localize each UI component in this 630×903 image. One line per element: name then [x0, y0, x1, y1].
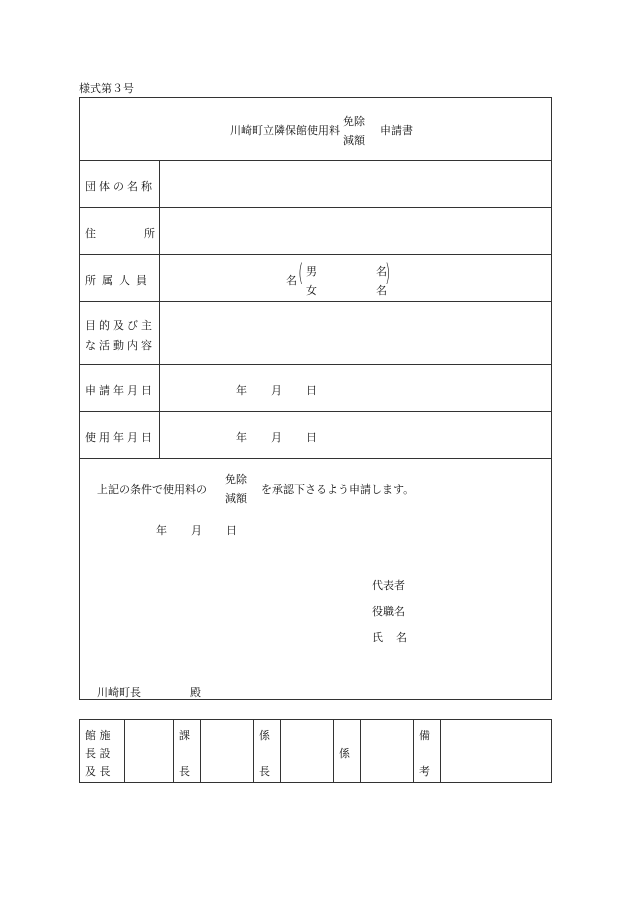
stamp-director[interactable]: [125, 721, 172, 781]
stamp-staff[interactable]: [361, 721, 412, 781]
form-title-option-exempt: 免除: [343, 115, 365, 128]
application-form: [79, 97, 552, 700]
honorific: 殿: [190, 686, 201, 699]
field-members-total[interactable]: [160, 255, 280, 300]
form-title-suffix: 申請書: [380, 124, 413, 137]
label-position: 役職名: [372, 605, 405, 618]
stamp-section-chief[interactable]: [201, 721, 252, 781]
column-divider: [333, 720, 334, 782]
label-apply-date: 申請年月日: [85, 384, 155, 397]
stamp-unit-chief[interactable]: [281, 721, 332, 781]
statement-date-day: 日: [226, 524, 237, 537]
col-director-line1: 館 施: [85, 729, 111, 742]
col-section-chief-bottom: 長: [179, 765, 190, 778]
apply-date-year: 年: [236, 384, 247, 397]
label-purpose-line1: 目的及び主: [85, 319, 155, 332]
label-use-date: 使用年月日: [85, 431, 155, 444]
col-director-line3: 及 長: [85, 765, 111, 778]
col-remarks-bottom: 考: [419, 765, 430, 778]
col-staff: 係: [339, 747, 350, 760]
members-female: 女: [306, 284, 317, 297]
field-apply-date[interactable]: [160, 365, 552, 410]
col-remarks-top: 備: [419, 729, 430, 742]
members-open-paren: (: [298, 259, 304, 287]
col-unit-chief-top: 係: [259, 729, 270, 742]
members-female-unit: 名: [376, 284, 387, 297]
label-representative: 代表者: [372, 579, 405, 592]
addressee: 川崎町長: [97, 686, 141, 699]
label-name-left: 氏: [372, 631, 383, 644]
use-date-month: 月: [271, 431, 282, 444]
form-number: 様式第３号: [79, 82, 134, 95]
col-section-chief-top: 課: [179, 729, 190, 742]
col-director-line2: 長 設: [85, 747, 111, 760]
divider: [80, 254, 551, 255]
statement-prefix: 上記の条件で使用料の: [97, 483, 207, 496]
label-name-right: 名: [396, 631, 407, 644]
form-title-option-reduce: 減額: [343, 134, 365, 147]
use-date-day: 日: [306, 431, 317, 444]
field-purpose[interactable]: [160, 302, 552, 363]
statement-date-month: 月: [191, 524, 202, 537]
col-unit-chief-bottom: 長: [259, 765, 270, 778]
label-purpose-line2: な活動内容: [85, 339, 155, 352]
column-divider: [173, 720, 174, 782]
column-divider: [413, 720, 414, 782]
statement-suffix: を承認下さるよう申請します。: [261, 483, 415, 496]
field-remarks[interactable]: [441, 721, 551, 781]
members-total-unit: 名: [286, 274, 297, 287]
form-title-prefix: 川崎町立隣保館使用料: [230, 124, 340, 137]
statement-date-year: 年: [156, 524, 167, 537]
column-divider: [253, 720, 254, 782]
approval-table: [79, 719, 552, 783]
label-address-right: 所: [144, 227, 155, 240]
members-close-paren: ): [385, 259, 391, 287]
members-male-unit: 名: [376, 265, 387, 278]
statement-option-exempt: 免除: [225, 473, 247, 486]
statement-option-reduce: 減額: [225, 492, 247, 505]
label-members: 所属人員: [85, 274, 153, 287]
field-group-name[interactable]: [160, 161, 552, 206]
apply-date-month: 月: [271, 384, 282, 397]
field-address[interactable]: [160, 208, 552, 253]
label-group-name: 団体の名称: [85, 180, 155, 193]
members-male: 男: [306, 265, 317, 278]
use-date-year: 年: [236, 431, 247, 444]
field-use-date[interactable]: [160, 412, 552, 457]
divider: [80, 458, 551, 459]
label-address-left: 住: [85, 227, 96, 240]
apply-date-day: 日: [306, 384, 317, 397]
